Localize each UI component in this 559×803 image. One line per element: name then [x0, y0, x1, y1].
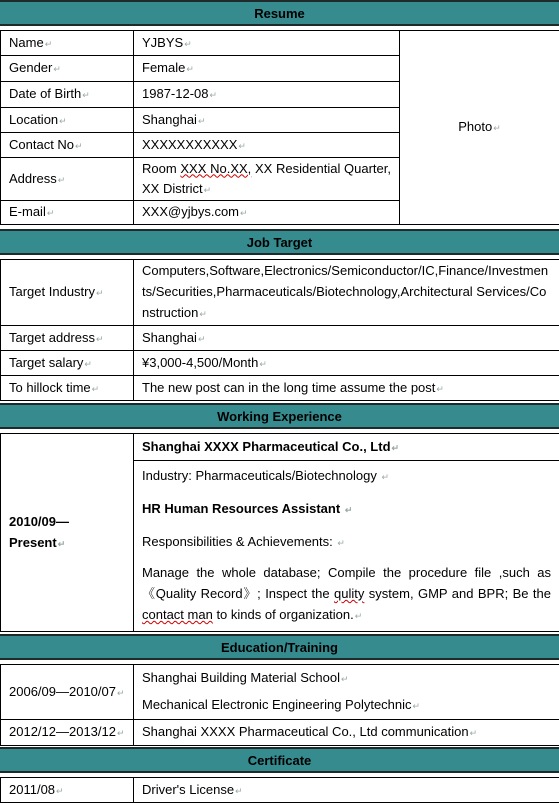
- start-time-label: [1, 376, 134, 401]
- gender-label: [1, 56, 134, 82]
- cell-text: Industry: Pharmaceuticals/Biotechnology: [142, 468, 380, 483]
- education-period-1: [1, 665, 134, 720]
- cell-text: 2006/09—2010/07: [9, 684, 116, 699]
- certificate-table: [0, 777, 559, 803]
- cell-text: 2011/08: [9, 782, 55, 797]
- paragraph-mark-icon: ↵: [75, 141, 83, 151]
- table-row: [1, 376, 559, 401]
- paragraph-mark-icon: ↵: [240, 208, 248, 218]
- gender-value: [134, 56, 400, 82]
- paragraph-mark-icon: ↵: [84, 359, 92, 369]
- education-title: Education/Training: [221, 640, 338, 655]
- cell-text: HR Human Resources Assistant: [142, 501, 344, 516]
- cell-text: The new post can in the long time assume the post: [142, 380, 435, 395]
- cell-text: 2012/12—2013/12: [9, 724, 116, 739]
- cell-text: XXX No.XX,: [180, 161, 251, 176]
- cell-text: Shanghai Building Material School: [142, 670, 340, 685]
- target-industry-value: [134, 260, 559, 326]
- paragraph-mark-icon: ↵: [56, 786, 64, 796]
- job-target-table: [0, 259, 559, 401]
- dob-label: [1, 82, 134, 108]
- table-row: [1, 720, 559, 746]
- certificate-title: Certificate: [248, 753, 312, 768]
- paragraph-mark-icon: ↵: [381, 472, 389, 482]
- cell-text: Target Industry: [9, 284, 95, 299]
- resume-section-header: [0, 0, 559, 26]
- cell-text: Driver's License: [142, 782, 234, 797]
- paragraph-mark-icon: ↵: [117, 688, 125, 698]
- education-school-1: [134, 665, 559, 720]
- cell-text: YJBYS: [142, 35, 183, 50]
- cell-text: Target address: [9, 330, 95, 345]
- paragraph-mark-icon: ↵: [92, 384, 100, 394]
- paragraph-mark-icon: ↵: [345, 505, 353, 515]
- location-value: [134, 108, 400, 133]
- cell-text: contact man: [142, 607, 213, 622]
- paragraph-mark-icon: ↵: [204, 185, 212, 195]
- experience-title: Working Experience: [217, 409, 342, 424]
- cell-text: Photo: [458, 119, 492, 134]
- education-section-header: [0, 634, 559, 660]
- paragraph-mark-icon: ↵: [53, 64, 61, 74]
- paragraph-mark-icon: ↵: [198, 116, 206, 126]
- name-value: [134, 31, 400, 56]
- cell-text: Room: [142, 161, 180, 176]
- cell-text: E-mail: [9, 204, 46, 219]
- contact-value: [134, 133, 400, 158]
- table-row: [1, 326, 559, 351]
- paragraph-mark-icon: ↵: [45, 39, 53, 49]
- paragraph-mark-icon: ↵: [186, 64, 194, 74]
- table-row: [1, 434, 559, 461]
- cell-text: To hillock time: [9, 380, 91, 395]
- cell-text: Address: [9, 171, 57, 186]
- personal-info-table: [0, 30, 559, 225]
- email-label: [1, 201, 134, 225]
- experience-period: [1, 434, 134, 632]
- paragraph-mark-icon: ↵: [413, 701, 421, 711]
- cell-text: XX Residential Quarter, XX District: [142, 161, 391, 196]
- cell-text: Name: [9, 35, 44, 50]
- contact-label: [1, 133, 134, 158]
- cell-text: ¥3,000-4,500/Month: [142, 355, 258, 370]
- cell-text: Shanghai XXXX Pharmaceutical Co., Ltd communication: [142, 724, 469, 739]
- paragraph-mark-icon: ↵: [259, 359, 267, 369]
- education-period-2: [1, 720, 134, 746]
- experience-industry: [142, 465, 551, 488]
- cell-text: Shanghai: [142, 112, 197, 127]
- paragraph-mark-icon: ↵: [199, 309, 207, 319]
- cell-text: Computers,Software,Electronics/Semiconductor/IC,Finance/Investments/Securities,Pharmaceuticals/Biotechnology,Architectural Services/Construction: [142, 263, 548, 320]
- paragraph-mark-icon: ↵: [392, 443, 400, 453]
- paragraph-mark-icon: ↵: [184, 39, 192, 49]
- resume-title: Resume: [254, 6, 305, 21]
- dob-value: [134, 82, 400, 108]
- paragraph-mark-icon: ↵: [58, 175, 66, 185]
- paragraph-mark-icon: ↵: [355, 611, 363, 621]
- cell-text: 2010/09—Present: [9, 514, 69, 550]
- name-label: [1, 31, 134, 56]
- paragraph-mark-icon: ↵: [96, 288, 104, 298]
- paragraph-mark-icon: ↵: [210, 90, 218, 100]
- cell-text: XXXXXXXXXXX: [142, 137, 237, 152]
- paragraph-mark-icon: ↵: [238, 141, 246, 151]
- cell-text: to kinds of organization.: [213, 607, 354, 622]
- certificate-name: [134, 778, 559, 803]
- table-row: [1, 665, 559, 720]
- target-address-label: [1, 326, 134, 351]
- experience-responsibilities-label: [142, 531, 551, 554]
- target-address-value: [134, 326, 559, 351]
- start-time-value: [134, 376, 559, 401]
- cell-text: 1987-12-08: [142, 86, 209, 101]
- paragraph-mark-icon: ↵: [436, 384, 444, 394]
- cell-text: Responsibilities & Achievements:: [142, 534, 336, 549]
- paragraph-mark-icon: ↵: [82, 90, 90, 100]
- experience-position: [142, 498, 551, 521]
- experience-responsibilities-text: [142, 562, 551, 627]
- paragraph-mark-icon: ↵: [341, 674, 349, 684]
- paragraph-mark-icon: ↵: [58, 539, 66, 549]
- target-salary-value: [134, 351, 559, 376]
- cell-text: Gender: [9, 60, 52, 75]
- table-row: [1, 778, 559, 803]
- cell-text: Shanghai XXXX Pharmaceutical Co., Ltd: [142, 439, 391, 454]
- photo-placeholder: [400, 31, 559, 225]
- paragraph-mark-icon: ↵: [470, 728, 478, 738]
- cell-text: Contact No: [9, 137, 74, 152]
- cell-text: Shanghai: [142, 330, 197, 345]
- certificate-section-header: [0, 747, 559, 773]
- target-salary-label: [1, 351, 134, 376]
- experience-table: [0, 433, 559, 632]
- cell-text: Location: [9, 112, 58, 127]
- cell-text: Manage the whole database; Compile the procedure file ,such as 《Quality Record》; Inspect the: [142, 565, 551, 601]
- cell-text: qulity: [334, 586, 364, 601]
- address-label: [1, 158, 134, 201]
- paragraph-mark-icon: ↵: [337, 538, 345, 548]
- education-school-2: [134, 720, 559, 746]
- table-row: [1, 351, 559, 376]
- cell-text: system, GMP and BPR; Be the: [364, 586, 551, 601]
- cell-text: Female: [142, 60, 185, 75]
- table-row: [1, 260, 559, 326]
- cell-text: Date of Birth: [9, 86, 81, 101]
- cell-text: Mechanical Electronic Engineering Polytechnic: [142, 697, 412, 712]
- education-table: [0, 664, 559, 746]
- experience-details: [134, 461, 559, 632]
- paragraph-mark-icon: ↵: [117, 728, 125, 738]
- paragraph-mark-icon: ↵: [96, 334, 104, 344]
- certificate-period: [1, 778, 134, 803]
- experience-section-header: [0, 403, 559, 429]
- job-target-title: Job Target: [247, 235, 313, 250]
- paragraph-mark-icon: ↵: [235, 786, 243, 796]
- location-label: [1, 108, 134, 133]
- paragraph-mark-icon: ↵: [47, 208, 55, 218]
- paragraph-mark-icon: ↵: [493, 123, 501, 133]
- paragraph-mark-icon: ↵: [59, 116, 67, 126]
- cell-text: Target salary: [9, 355, 83, 370]
- table-row: [1, 31, 559, 56]
- job-target-section-header: [0, 229, 559, 255]
- email-value: [134, 201, 400, 225]
- paragraph-mark-icon: ↵: [198, 334, 206, 344]
- address-value: [134, 158, 400, 201]
- experience-company: [134, 434, 559, 461]
- cell-text: XXX@yjbys.com: [142, 204, 239, 219]
- target-industry-label: [1, 260, 134, 326]
